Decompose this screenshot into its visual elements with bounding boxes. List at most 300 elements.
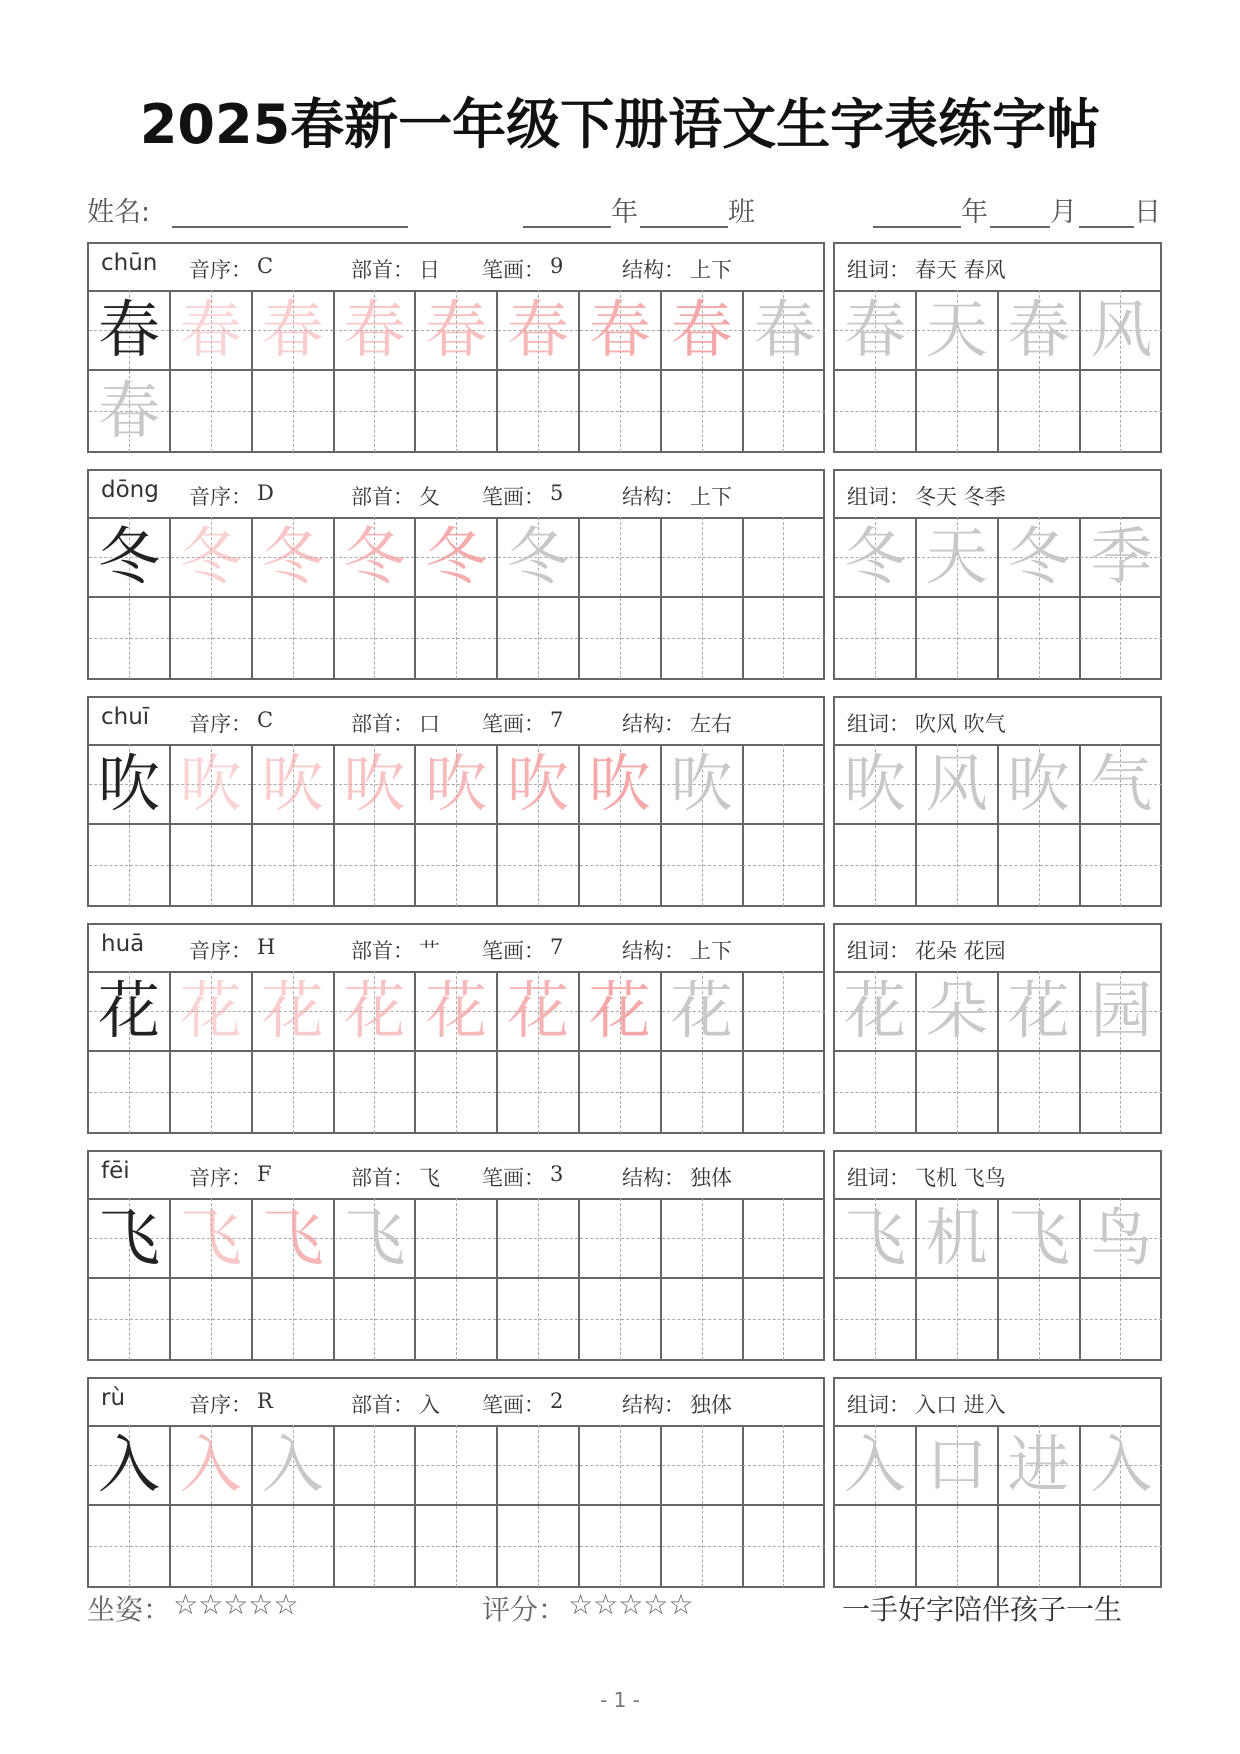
jiegou-label: 结构： [622,939,685,963]
jiegou-label: 结构： [622,1393,685,1417]
writing-grid-cell[interactable] [917,598,999,679]
stroke-order-character: 冬 [425,520,488,593]
jiegou-value: 上下 [690,939,732,963]
writing-grid-cell[interactable] [171,1425,253,1506]
writing-grid-cell[interactable] [743,1506,825,1587]
writing-grid-cell[interactable] [662,290,744,371]
writing-grid-cell[interactable] [917,744,999,825]
writing-grid-cell[interactable] [498,1506,580,1587]
word-trace-character: 天 [925,293,988,366]
writing-grid-cell[interactable] [253,744,335,825]
word-trace-character: 飞 [1007,1201,1070,1274]
jiegou-label: 结构： [622,485,685,509]
word-trace-character: 机 [925,1201,988,1274]
writing-grid-cell[interactable] [416,290,498,371]
writing-grid-cell[interactable] [416,1506,498,1587]
stroke-order-character: 花 [179,974,242,1047]
word-practice-block [833,242,1162,453]
yinxu-label: 音序： [189,485,252,509]
writing-grid-cell[interactable] [999,825,1081,906]
writing-grid-cell[interactable] [498,971,580,1052]
bihua-label: 笔画： [482,712,545,736]
writing-grid-cell[interactable] [917,1279,999,1360]
words-value: 吹风 吹气 [915,712,1006,736]
writing-grid-cell[interactable] [917,290,999,371]
writing-grid-cell[interactable] [334,825,416,906]
writing-grid-cell[interactable] [743,517,825,598]
day-label: 日 [1134,197,1161,228]
stroke-order-character: 吹 [588,747,651,820]
writing-grid-cell[interactable] [662,744,744,825]
writing-grid-cell[interactable] [253,1425,335,1506]
yinxu-label: 音序： [189,939,252,963]
writing-grid-cell[interactable] [416,971,498,1052]
page-number: - 1 - [600,1688,640,1712]
writing-grid-cell[interactable] [743,1279,825,1360]
writing-grid-cell[interactable] [334,1425,416,1506]
model-character: 吹 [97,747,160,820]
writing-grid-cell[interactable] [89,825,171,906]
class-field[interactable] [640,226,728,228]
bushou-label: 部首： [351,1166,414,1190]
words-value: 入口 进入 [915,1393,1006,1417]
yinxu-label: 音序： [189,712,252,736]
jiegou-label: 结构： [622,1166,685,1190]
writing-grid-cell[interactable] [743,290,825,371]
writing-grid-cell[interactable] [171,1052,253,1133]
writing-grid-cell[interactable] [334,517,416,598]
writing-grid-cell[interactable] [917,825,999,906]
writing-grid-cell[interactable] [171,1506,253,1587]
writing-grid-cell[interactable] [171,290,253,371]
month-field[interactable] [990,226,1050,228]
day-field[interactable] [1079,226,1134,228]
bihua-label: 笔画： [482,485,545,509]
word-trace-character: 季 [1090,520,1153,593]
writing-grid-cell[interactable] [580,744,662,825]
writing-grid-cell[interactable] [662,517,744,598]
word-practice-block [833,1377,1162,1588]
writing-grid-cell[interactable] [662,371,744,452]
word-trace-character: 花 [843,974,906,1047]
score-stars[interactable]: ☆☆☆☆☆ [568,1588,694,1621]
word-header [835,1152,1160,1200]
char-practice-block [87,1377,825,1588]
writing-grid-cell[interactable] [253,971,335,1052]
writing-grid-cell[interactable] [334,1052,416,1133]
zuci-label: 组词： [847,1393,910,1417]
model-character: 飞 [97,1201,160,1274]
word-header [835,925,1160,973]
writing-grid-cell[interactable] [334,744,416,825]
char-info-header [89,925,823,973]
writing-grid-cell[interactable] [835,1052,917,1133]
writing-grid-cell[interactable] [498,517,580,598]
writing-grid-cell[interactable] [498,371,580,452]
writing-grid-cell[interactable] [416,1425,498,1506]
stroke-order-character: 入 [179,1428,242,1501]
zuci-label: 组词： [847,485,910,509]
writing-grid-cell[interactable] [999,517,1081,598]
bihua-label: 笔画： [482,1166,545,1190]
word-trace-character: 鸟 [1090,1201,1153,1274]
writing-grid-cell[interactable] [580,598,662,679]
writing-grid-cell[interactable] [835,744,917,825]
writing-grid-cell[interactable] [253,517,335,598]
char-practice-block [87,242,825,453]
pinyin: rù [101,1385,126,1411]
writing-grid-cell[interactable] [89,517,171,598]
writing-grid-cell[interactable] [580,517,662,598]
writing-grid-cell[interactable] [498,290,580,371]
jiegou-value: 独体 [690,1166,732,1190]
writing-grid-cell[interactable] [416,517,498,598]
writing-grid-cell[interactable] [743,744,825,825]
stroke-order-character: 冬 [261,520,324,593]
writing-grid-cell[interactable] [917,1052,999,1133]
writing-grid-cell[interactable] [171,1198,253,1279]
writing-grid-cell[interactable] [835,1425,917,1506]
bihua-value: 2 [550,1389,564,1413]
class-label: 班 [728,197,755,228]
stroke-order-character: 吹 [343,747,406,820]
bihua-label: 笔画： [482,258,545,282]
writing-grid-cell[interactable] [334,598,416,679]
stroke-order-character: 入 [261,1428,324,1501]
bushou-value: 飞 [419,1166,440,1190]
writing-grid-cell[interactable] [416,1198,498,1279]
writing-grid-cell[interactable] [334,1279,416,1360]
writing-grid-cell[interactable] [835,371,917,452]
bihua-value: 7 [550,708,564,732]
word-trace-character: 园 [1090,974,1153,1047]
writing-grid-cell[interactable] [253,598,335,679]
jiegou-value: 上下 [690,258,732,282]
model-character: 花 [97,974,160,1047]
score-label: 评分： [482,1593,567,1626]
pinyin: chūn [101,250,158,276]
writing-grid-cell[interactable] [89,290,171,371]
writing-grid-cell[interactable] [498,1279,580,1360]
stroke-order-character: 花 [425,974,488,1047]
writing-grid-cell[interactable] [1080,1198,1162,1279]
writing-grid-cell[interactable] [917,1198,999,1279]
char-practice-block [87,1150,825,1361]
writing-grid-cell[interactable] [580,1506,662,1587]
writing-grid-cell[interactable] [1080,1279,1162,1360]
writing-grid-cell[interactable] [999,290,1081,371]
writing-grid-cell[interactable] [999,1052,1081,1133]
word-practice-block [833,923,1162,1134]
jiegou-value: 左右 [690,712,732,736]
writing-grid-cell[interactable] [89,1279,171,1360]
writing-grid-cell[interactable] [835,825,917,906]
writing-grid-cell[interactable] [334,1506,416,1587]
writing-grid-cell[interactable] [171,971,253,1052]
writing-grid-cell[interactable] [89,1506,171,1587]
writing-grid-cell[interactable] [498,1198,580,1279]
char-info-header [89,1152,823,1200]
jiegou-label: 结构： [622,712,685,736]
char-info-header [89,1379,823,1427]
word-trace-character: 花 [1007,974,1070,1047]
writing-grid-cell[interactable] [743,598,825,679]
writing-grid-cell[interactable] [253,290,335,371]
page-title: 2025春新一年级下册语文生字表练字帖 [139,93,1101,156]
writing-grid-cell[interactable] [743,825,825,906]
words-value: 冬天 冬季 [915,485,1006,509]
writing-grid-cell[interactable] [1080,825,1162,906]
writing-grid-cell[interactable] [89,1052,171,1133]
pinyin: huā [101,931,145,957]
writing-grid-cell[interactable] [662,1279,744,1360]
writing-grid-cell[interactable] [662,825,744,906]
writing-grid-cell[interactable] [835,1279,917,1360]
writing-grid-cell[interactable] [1080,598,1162,679]
writing-grid-cell[interactable] [917,371,999,452]
word-header [835,244,1160,292]
stroke-order-character: 花 [588,974,651,1047]
word-trace-character: 入 [843,1428,906,1501]
bihua-value: 9 [550,254,564,278]
grade-label: 年 [611,197,638,228]
writing-grid-cell[interactable] [580,1198,662,1279]
word-trace-character: 飞 [843,1201,906,1274]
writing-grid-cell[interactable] [999,598,1081,679]
writing-grid-cell[interactable] [1080,1506,1162,1587]
writing-grid-cell[interactable] [580,1279,662,1360]
stroke-order-character: 春 [97,374,160,447]
yinxu-label: 音序： [189,1393,252,1417]
stroke-order-character: 飞 [343,1201,406,1274]
word-trace-character: 春 [1007,293,1070,366]
char-info-header [89,698,823,746]
bushou-value: 入 [419,1393,440,1417]
writing-grid-cell[interactable] [835,290,917,371]
writing-grid-cell[interactable] [498,825,580,906]
writing-grid-cell[interactable] [580,825,662,906]
stroke-order-character: 春 [753,293,816,366]
writing-grid-cell[interactable] [416,1052,498,1133]
writing-grid-cell[interactable] [662,971,744,1052]
yinxu-value: H [257,935,276,959]
yinxu-label: 音序： [189,258,252,282]
writing-grid-cell[interactable] [171,517,253,598]
stroke-order-character: 花 [670,974,733,1047]
writing-grid-cell[interactable] [743,971,825,1052]
writing-grid-cell[interactable] [334,1198,416,1279]
bushou-label: 部首： [351,485,414,509]
writing-grid-cell[interactable] [334,290,416,371]
pinyin: chuī [101,704,150,730]
stroke-order-character: 吹 [261,747,324,820]
writing-grid-cell[interactable] [580,1425,662,1506]
writing-grid-cell[interactable] [580,371,662,452]
writing-grid-cell[interactable] [416,371,498,452]
year-label: 年 [961,197,988,228]
writing-grid-cell[interactable] [743,1198,825,1279]
bushou-label: 部首： [351,939,414,963]
writing-grid-cell[interactable] [580,290,662,371]
writing-grid-cell[interactable] [171,744,253,825]
jiegou-value: 上下 [690,485,732,509]
posture-stars[interactable]: ☆☆☆☆☆ [173,1588,299,1621]
writing-grid-cell[interactable] [89,1425,171,1506]
writing-grid-cell[interactable] [334,971,416,1052]
stroke-order-character: 花 [343,974,406,1047]
jiegou-label: 结构： [622,258,685,282]
writing-grid-cell[interactable] [416,598,498,679]
writing-grid-cell[interactable] [999,1506,1081,1587]
writing-grid-cell[interactable] [662,598,744,679]
word-trace-character: 天 [925,520,988,593]
writing-grid-cell[interactable] [171,1279,253,1360]
writing-grid-cell[interactable] [253,371,335,452]
writing-grid-cell[interactable] [89,1198,171,1279]
writing-grid-cell[interactable] [743,1425,825,1506]
zuci-label: 组词： [847,258,910,282]
writing-grid-cell[interactable] [917,971,999,1052]
stroke-order-character: 吹 [670,747,733,820]
word-trace-character: 风 [925,747,988,820]
stroke-order-character: 冬 [506,520,569,593]
writing-grid-cell[interactable] [253,825,335,906]
word-header [835,471,1160,519]
writing-grid-cell[interactable] [999,1425,1081,1506]
writing-grid-cell[interactable] [1080,971,1162,1052]
jiegou-value: 独体 [690,1393,732,1417]
yinxu-value: F [257,1162,272,1186]
model-character: 冬 [97,520,160,593]
word-header [835,698,1160,746]
writing-grid-cell[interactable] [416,744,498,825]
bushou-value: 口 [419,712,440,736]
stroke-order-character: 飞 [179,1201,242,1274]
word-trace-character: 口 [925,1428,988,1501]
stroke-order-character: 花 [506,974,569,1047]
writing-grid-cell[interactable] [416,825,498,906]
writing-grid-cell[interactable] [662,1198,744,1279]
word-header [835,1379,1160,1427]
writing-grid-cell[interactable] [498,1425,580,1506]
word-trace-character: 进 [1007,1428,1070,1501]
writing-grid-cell[interactable] [89,598,171,679]
bihua-value: 7 [550,935,564,959]
writing-grid-cell[interactable] [743,1052,825,1133]
stroke-order-character: 春 [261,293,324,366]
model-character: 春 [97,293,160,366]
writing-grid-cell[interactable] [171,598,253,679]
writing-grid-cell[interactable] [1080,744,1162,825]
writing-grid-cell[interactable] [917,1425,999,1506]
writing-grid-cell[interactable] [662,1425,744,1506]
char-info-header [89,471,823,519]
writing-grid-cell[interactable] [835,1506,917,1587]
writing-grid-cell[interactable] [334,371,416,452]
writing-grid-cell[interactable] [89,744,171,825]
stroke-order-character: 吹 [179,747,242,820]
writing-grid-cell[interactable] [835,1198,917,1279]
writing-grid-cell[interactable] [835,598,917,679]
name-field[interactable] [172,226,408,228]
writing-grid-cell[interactable] [171,825,253,906]
stroke-order-character: 春 [179,293,242,366]
writing-grid-cell[interactable] [1080,290,1162,371]
bushou-value: 夂 [419,485,440,509]
word-trace-character: 春 [843,293,906,366]
bihua-label: 笔画： [482,939,545,963]
writing-grid-cell[interactable] [416,1279,498,1360]
writing-grid-cell[interactable] [917,1506,999,1587]
word-trace-character: 吹 [1007,747,1070,820]
writing-grid-cell[interactable] [662,1052,744,1133]
year-field[interactable] [873,226,961,228]
writing-grid-cell[interactable] [999,1279,1081,1360]
writing-grid-cell[interactable] [999,1198,1081,1279]
char-practice-block [87,469,825,680]
writing-grid-cell[interactable] [498,1052,580,1133]
writing-grid-cell[interactable] [89,371,171,452]
writing-grid-cell[interactable] [743,371,825,452]
name-label: 姓名: [87,197,151,228]
slogan: 一手好字陪伴孩子一生 [842,1593,1123,1626]
word-practice-block [833,696,1162,907]
writing-grid-cell[interactable] [171,371,253,452]
bihua-value: 3 [550,1162,564,1186]
writing-grid-cell[interactable] [253,1052,335,1133]
writing-grid-cell[interactable] [999,971,1081,1052]
grade-field[interactable] [523,226,611,228]
writing-grid-cell[interactable] [89,971,171,1052]
yinxu-value: D [257,481,274,505]
word-practice-block [833,469,1162,680]
writing-grid-cell[interactable] [1080,371,1162,452]
yinxu-label: 音序： [189,1166,252,1190]
writing-grid-cell[interactable] [999,744,1081,825]
stroke-order-character: 春 [425,293,488,366]
writing-grid-cell[interactable] [253,1279,335,1360]
writing-grid-cell[interactable] [662,1506,744,1587]
words-value: 飞机 飞鸟 [915,1166,1006,1190]
writing-grid-cell[interactable] [498,598,580,679]
month-label: 月 [1050,197,1077,228]
word-trace-character: 朵 [925,974,988,1047]
char-practice-block [87,696,825,907]
writing-grid-cell[interactable] [580,971,662,1052]
writing-grid-cell[interactable] [999,371,1081,452]
bushou-value: 日 [419,258,440,282]
writing-grid-cell[interactable] [1080,517,1162,598]
bushou-value: 艹 [419,939,440,963]
word-trace-character: 入 [1090,1428,1153,1501]
writing-grid-cell[interactable] [835,971,917,1052]
writing-grid-cell[interactable] [498,744,580,825]
writing-grid-cell[interactable] [253,1198,335,1279]
zuci-label: 组词： [847,939,910,963]
writing-grid-cell[interactable] [1080,1052,1162,1133]
writing-grid-cell[interactable] [580,1052,662,1133]
stroke-order-character: 冬 [179,520,242,593]
stroke-order-character: 吹 [425,747,488,820]
writing-grid-cell[interactable] [253,1506,335,1587]
bihua-label: 笔画： [482,1393,545,1417]
words-value: 花朵 花园 [915,939,1006,963]
word-trace-character: 冬 [1007,520,1070,593]
writing-grid-cell[interactable] [917,517,999,598]
stroke-order-character: 春 [506,293,569,366]
writing-grid-cell[interactable] [1080,1425,1162,1506]
writing-grid-cell[interactable] [835,517,917,598]
